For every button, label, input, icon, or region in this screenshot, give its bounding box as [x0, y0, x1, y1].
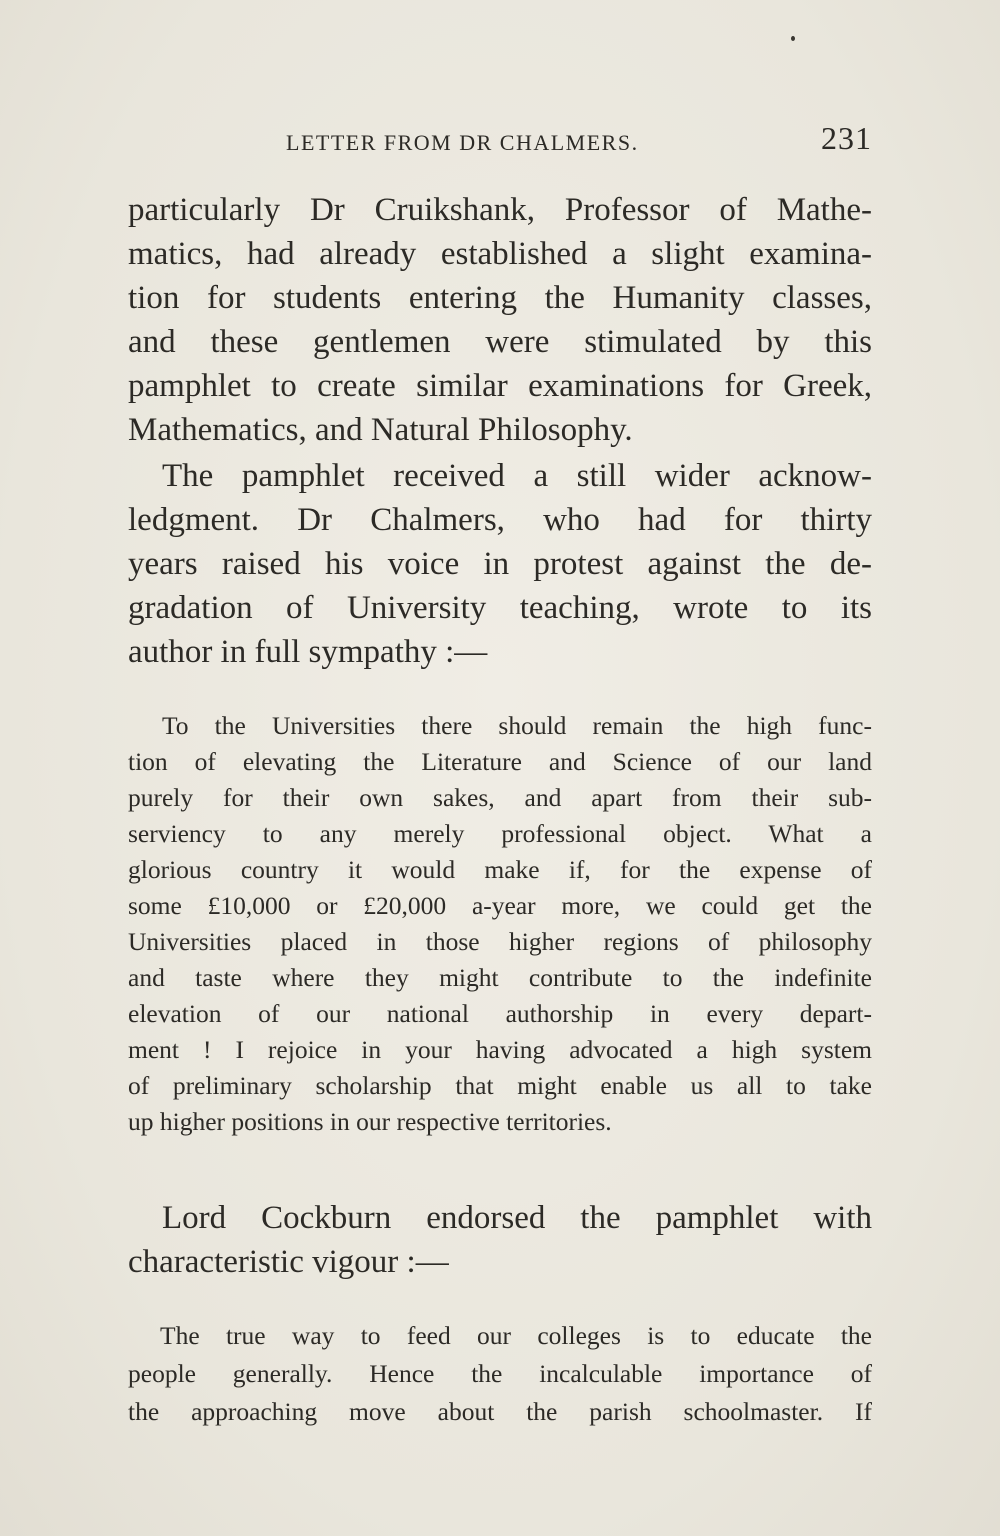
quote-line: and taste where they might contribute to the indefinite: [128, 963, 872, 992]
running-head: LETTER FROM DR CHALMERS.: [286, 130, 639, 155]
quote-line: Universities placed in those higher regions of philosophy: [128, 927, 872, 956]
text-line: gradation of University teaching, wrote to its: [128, 590, 872, 626]
quote-line: elevation of our national authorship in every depart-: [128, 999, 872, 1028]
text-line: Mathematics, and Natural Philosophy.: [128, 412, 633, 448]
quote-line: up higher positions in our respective territories.: [128, 1107, 612, 1136]
quote-line: some £10,000 or £20,000 a-year more, we could get the: [128, 891, 872, 920]
quote-line: purely for their own sakes, and apart from their sub-: [128, 783, 872, 812]
text-line: years raised his voice in protest against the de-: [128, 546, 872, 582]
quote-line: people generally. Hence the incalculable importance of: [128, 1359, 872, 1388]
quote-line: the approaching move about the parish schoolmaster. If: [128, 1397, 872, 1426]
text-line: matics, had already established a slight examina-: [128, 236, 872, 272]
text-line: pamphlet to create similar examinations for Greek,: [128, 368, 872, 404]
quote-line: To the Universities there should remain the high func-: [162, 711, 872, 740]
quote-line: serviency to any merely professional object. What a: [128, 819, 872, 848]
text-line: tion for students entering the Humanity classes,: [128, 280, 872, 316]
text-line: characteristic vigour :—: [128, 1244, 449, 1280]
quote-line: of preliminary scholarship that might enable us all to take: [128, 1071, 872, 1100]
text-line: author in full sympathy :—: [128, 634, 488, 670]
page-header: [128, 118, 872, 158]
ink-speck: [791, 36, 795, 41]
text-line: Lord Cockburn endorsed the pamphlet with: [162, 1200, 872, 1236]
text-line: ledgment. Dr Chalmers, who had for thirty: [128, 502, 872, 538]
quote-line: glorious country it would make if, for the expense of: [128, 855, 872, 884]
quote-line: The true way to feed our colleges is to educate the: [160, 1321, 872, 1350]
quote-line: ment ! I rejoice in your having advocated a high system: [128, 1035, 872, 1064]
page-number: 231: [821, 120, 872, 156]
text-line: The pamphlet received a still wider acknow-: [162, 458, 872, 494]
quote-line: tion of elevating the Literature and Science of our land: [128, 747, 872, 776]
text-line: particularly Dr Cruikshank, Professor of Mathe-: [128, 192, 872, 228]
text-line: and these gentlemen were stimulated by this: [128, 324, 872, 360]
